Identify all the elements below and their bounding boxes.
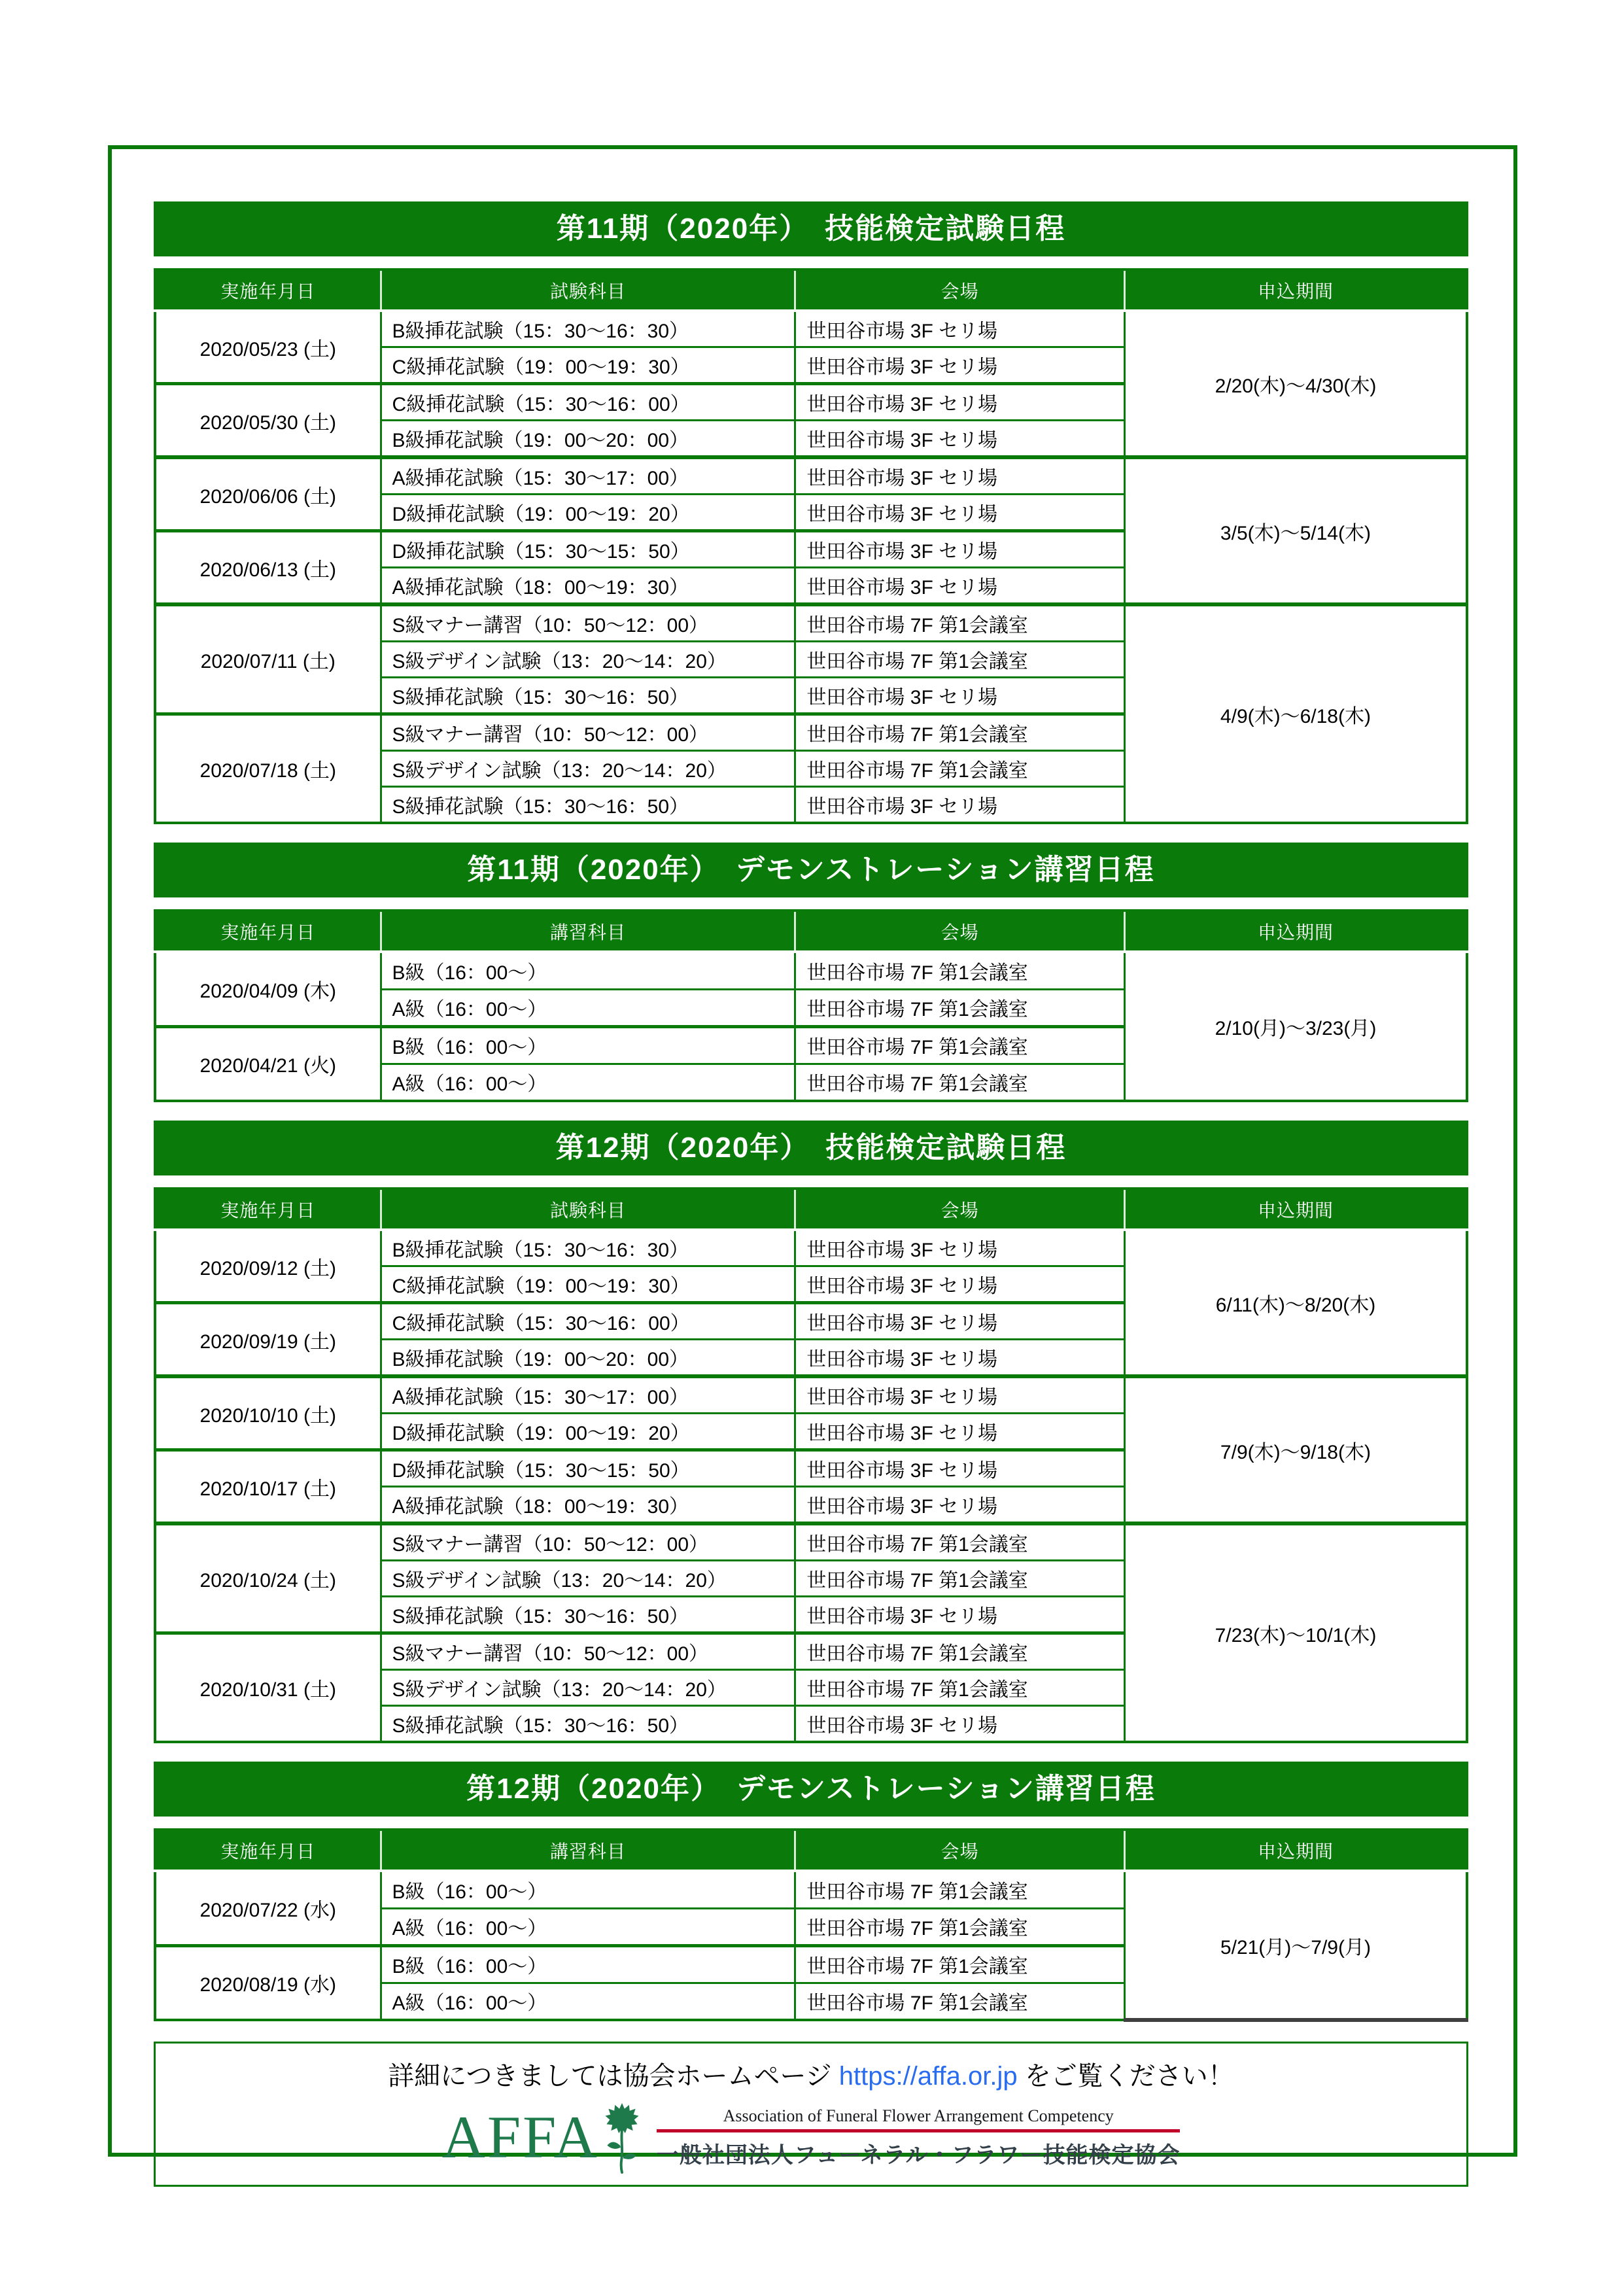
carnation-flower-icon (604, 2102, 640, 2174)
subject-cell: C級挿花試験（19：00～19：30） (381, 1266, 795, 1303)
subject-cell: B級（16：00～） (381, 1945, 795, 1983)
date-cell: 2020/07/22 (水) (155, 1871, 381, 1945)
subject-cell: S級マナー講習（10：50～12：00） (381, 604, 795, 642)
subject-cell: S級挿花試験（15：30～16：50） (381, 787, 795, 824)
section-1 (154, 201, 1468, 824)
table-row (155, 457, 1467, 495)
subject-cell: C級挿花試験（15：30～16：00） (381, 1303, 795, 1340)
notice-text-prefix: 詳細につきましては協会ホームページ (388, 2061, 839, 2091)
subject-cell: S級デザイン試験（13：20～14：20） (381, 1670, 795, 1706)
subject-cell: A級挿花試験（18：00～19：30） (381, 568, 795, 605)
table-row (155, 1871, 1467, 1908)
subject-cell: A級挿花試験（18：00～19：30） (381, 1487, 795, 1524)
subject-cell: D級挿花試験（15：30～15：50） (381, 1450, 795, 1487)
date-cell: 2020/05/30 (土) (155, 384, 381, 458)
date-cell: 2020/08/19 (水) (155, 1945, 381, 2020)
subject-cell: B級挿花試験（15：30～16：30） (381, 1230, 795, 1266)
subject-cell: S級マナー講習（10：50～12：00） (381, 714, 795, 751)
venue-cell: 世田谷市場 3F セリ場 (795, 311, 1125, 347)
affa-homepage-link[interactable]: https://affa.or.jp (838, 2061, 1018, 2091)
venue-cell: 世田谷市場 3F セリ場 (795, 384, 1125, 421)
venue-cell: 世田谷市場 3F セリ場 (795, 347, 1125, 384)
venue-cell: 世田谷市場 3F セリ場 (795, 495, 1125, 531)
subject-cell: S級挿花試験（15：30～16：50） (381, 1706, 795, 1743)
subject-cell: A級（16：00～） (381, 989, 795, 1026)
venue-cell: 世田谷市場 3F セリ場 (795, 1303, 1125, 1340)
content (154, 201, 1468, 2187)
date-cell: 2020/04/09 (木) (155, 952, 381, 1026)
subject-cell: S級挿花試験（15：30～16：50） (381, 1597, 795, 1633)
venue-cell: 世田谷市場 7F 第1会議室 (795, 1670, 1125, 1706)
subject-cell: S級マナー講習（10：50～12：00） (381, 1633, 795, 1670)
venue-cell: 世田谷市場 3F セリ場 (795, 1266, 1125, 1303)
venue-cell: 世田谷市場 3F セリ場 (795, 1706, 1125, 1743)
notice-text-suffix: をご覧ください！ (1017, 2061, 1234, 2091)
venue-cell: 世田谷市場 3F セリ場 (795, 568, 1125, 605)
column-header: 講習科目 (381, 1830, 795, 1871)
subject-cell: B級（16：00～） (381, 1026, 795, 1064)
subject-cell: B級（16：00～） (381, 1871, 795, 1908)
venue-cell: 世田谷市場 7F 第1会議室 (795, 1523, 1125, 1561)
venue-cell: 世田谷市場 7F 第1会議室 (795, 1871, 1125, 1908)
column-header: 試験科目 (381, 270, 795, 311)
column-header: 講習科目 (381, 911, 795, 952)
subject-cell: B級（16：00～） (381, 952, 795, 989)
subject-cell: A級（16：00～） (381, 1064, 795, 1101)
venue-cell: 世田谷市場 7F 第1会議室 (795, 1945, 1125, 1983)
date-cell: 2020/04/21 (火) (155, 1026, 381, 1101)
subject-cell: B級挿花試験（15：30～16：30） (381, 311, 795, 347)
table-row (155, 952, 1467, 989)
application-period-cell: 3/5(木)～5/14(木) (1124, 457, 1467, 604)
date-cell: 2020/05/23 (土) (155, 311, 381, 384)
section-title: 第11期（2020年） デモンストレーション講習日程 (154, 843, 1468, 897)
column-header: 実施年月日 (155, 1189, 381, 1230)
subject-cell: D級挿花試験（15：30～15：50） (381, 531, 795, 568)
section-4 (154, 1762, 1468, 2022)
venue-cell: 世田谷市場 3F セリ場 (795, 1414, 1125, 1450)
table-row (155, 1230, 1467, 1266)
venue-cell: 世田谷市場 7F 第1会議室 (795, 1983, 1125, 2020)
subject-cell: B級挿花試験（19：00～20：00） (381, 421, 795, 458)
date-cell: 2020/10/24 (土) (155, 1523, 381, 1633)
venue-cell: 世田谷市場 7F 第1会議室 (795, 1026, 1125, 1064)
venue-cell: 世田谷市場 3F セリ場 (795, 1376, 1125, 1414)
column-header: 実施年月日 (155, 1830, 381, 1871)
table-row (155, 1376, 1467, 1414)
application-period-cell: 7/9(木)～9/18(木) (1124, 1376, 1467, 1523)
table-header-row (155, 1189, 1467, 1230)
subject-cell: S級マナー講習（10：50～12：00） (381, 1523, 795, 1561)
section-title: 第12期（2020年） デモンストレーション講習日程 (154, 1762, 1468, 1817)
logo-japanese-name: 一般社団法人フューネラル・フラワー技能検定協会 (656, 2142, 1181, 2168)
schedule-table (154, 1828, 1468, 2022)
venue-cell: 世田谷市場 7F 第1会議室 (795, 642, 1125, 678)
column-header: 申込期間 (1124, 1830, 1467, 1871)
venue-cell: 世田谷市場 3F セリ場 (795, 678, 1125, 714)
application-period-cell: 7/23(木)～10/1(木) (1124, 1523, 1467, 1742)
column-header: 会場 (795, 270, 1125, 311)
subject-cell: S級挿花試験（15：30～16：50） (381, 678, 795, 714)
venue-cell: 世田谷市場 7F 第1会議室 (795, 751, 1125, 787)
column-header: 実施年月日 (155, 911, 381, 952)
column-header: 申込期間 (1124, 1189, 1467, 1230)
venue-cell: 世田谷市場 7F 第1会議室 (795, 989, 1125, 1026)
section-3 (154, 1121, 1468, 1743)
venue-cell: 世田谷市場 3F セリ場 (795, 1340, 1125, 1377)
affa-logo-names (657, 2106, 1181, 2169)
footer-notice-box (154, 2042, 1468, 2187)
application-period-cell: 2/10(月)～3/23(月) (1124, 952, 1467, 1101)
table-row (155, 311, 1467, 347)
subject-cell: A級挿花試験（15：30～17：00） (381, 457, 795, 495)
application-period-cell: 4/9(木)～6/18(木) (1124, 604, 1467, 823)
subject-cell: C級挿花試験（19：00～19：30） (381, 347, 795, 384)
date-cell: 2020/10/17 (土) (155, 1450, 381, 1524)
schedule-sections (154, 201, 1468, 2022)
logo-english-name: Association of Funeral Flower Arrangement Competency (723, 2106, 1114, 2125)
application-period-cell: 6/11(木)～8/20(木) (1124, 1230, 1467, 1376)
affa-logo-text: AFFA (441, 2104, 599, 2171)
subject-cell: S級デザイン試験（13：20～14：20） (381, 751, 795, 787)
date-cell: 2020/06/06 (土) (155, 457, 381, 531)
date-cell: 2020/09/12 (土) (155, 1230, 381, 1303)
column-header: 会場 (795, 1189, 1125, 1230)
date-cell: 2020/10/31 (土) (155, 1633, 381, 1743)
section-title: 第12期（2020年） 技能検定試験日程 (154, 1121, 1468, 1175)
subject-cell: S級デザイン試験（13：20～14：20） (381, 1561, 795, 1597)
application-period-cell: 5/21(月)～7/9(月) (1124, 1871, 1467, 2020)
subject-cell: A級（16：00～） (381, 1983, 795, 2020)
venue-cell: 世田谷市場 3F セリ場 (795, 787, 1125, 824)
subject-cell: D級挿花試験（19：00～19：20） (381, 495, 795, 531)
table-header-row (155, 270, 1467, 311)
table-row (155, 604, 1467, 642)
venue-cell: 世田谷市場 7F 第1会議室 (795, 1633, 1125, 1670)
venue-cell: 世田谷市場 7F 第1会議室 (795, 1908, 1125, 1945)
affa-logo (442, 2102, 1181, 2174)
subject-cell: B級挿花試験（19：00～20：00） (381, 1340, 795, 1377)
subject-cell: A級（16：00～） (381, 1908, 795, 1945)
column-header: 申込期間 (1124, 911, 1467, 952)
table-row (155, 1523, 1467, 1561)
column-header: 会場 (795, 1830, 1125, 1871)
date-cell: 2020/09/19 (土) (155, 1303, 381, 1377)
venue-cell: 世田谷市場 7F 第1会議室 (795, 1561, 1125, 1597)
date-cell: 2020/10/10 (土) (155, 1376, 381, 1450)
subject-cell: A級挿花試験（15：30～17：00） (381, 1376, 795, 1414)
column-header: 会場 (795, 911, 1125, 952)
footer-notice (388, 2055, 1234, 2093)
venue-cell: 世田谷市場 3F セリ場 (795, 1487, 1125, 1524)
column-header: 実施年月日 (155, 270, 381, 311)
subject-cell: C級挿花試験（15：30～16：00） (381, 384, 795, 421)
subject-cell: D級挿花試験（19：00～19：20） (381, 1414, 795, 1450)
venue-cell: 世田谷市場 7F 第1会議室 (795, 952, 1125, 989)
venue-cell: 世田谷市場 3F セリ場 (795, 1230, 1125, 1266)
schedule-table (154, 268, 1468, 824)
section-title: 第11期（2020年） 技能検定試験日程 (154, 201, 1468, 256)
section-2 (154, 843, 1468, 1102)
table-header-row (155, 911, 1467, 952)
venue-cell: 世田谷市場 3F セリ場 (795, 457, 1125, 495)
column-header: 申込期間 (1124, 270, 1467, 311)
schedule-table (154, 909, 1468, 1102)
venue-cell: 世田谷市場 3F セリ場 (795, 421, 1125, 458)
venue-cell: 世田谷市場 7F 第1会議室 (795, 604, 1125, 642)
date-cell: 2020/07/11 (土) (155, 604, 381, 714)
subject-cell: S級デザイン試験（13：20～14：20） (381, 642, 795, 678)
column-header: 試験科目 (381, 1189, 795, 1230)
application-period-cell: 2/20(木)～4/30(木) (1124, 311, 1467, 457)
venue-cell: 世田谷市場 7F 第1会議室 (795, 714, 1125, 751)
table-header-row (155, 1830, 1467, 1871)
schedule-table (154, 1187, 1468, 1743)
date-cell: 2020/07/18 (土) (155, 714, 381, 824)
venue-cell: 世田谷市場 3F セリ場 (795, 1597, 1125, 1633)
venue-cell: 世田谷市場 7F 第1会議室 (795, 1064, 1125, 1101)
venue-cell: 世田谷市場 3F セリ場 (795, 1450, 1125, 1487)
venue-cell: 世田谷市場 3F セリ場 (795, 531, 1125, 568)
date-cell: 2020/06/13 (土) (155, 531, 381, 605)
logo-red-divider (657, 2129, 1181, 2132)
